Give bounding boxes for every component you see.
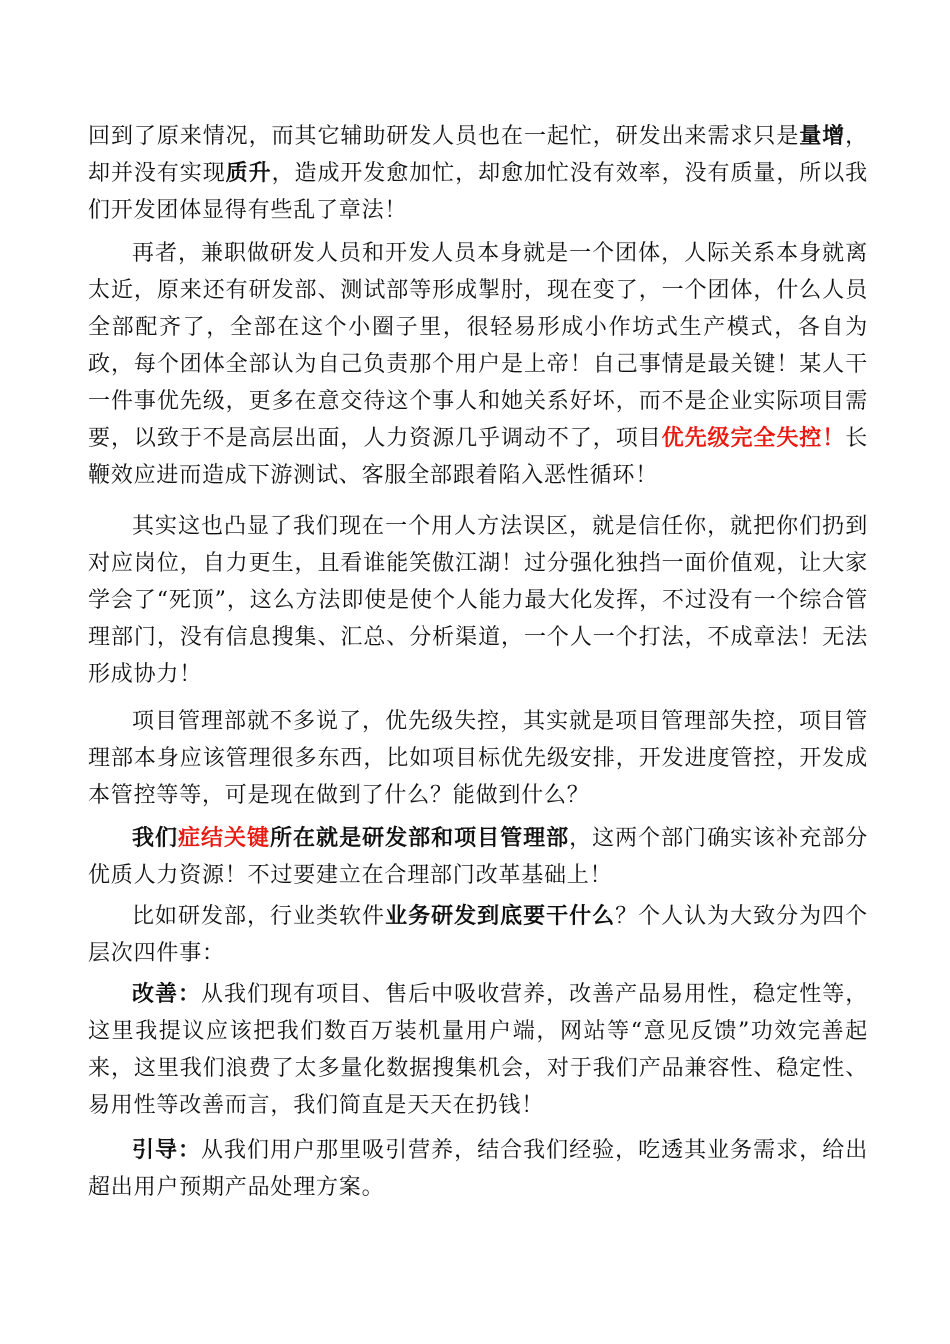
paragraph-2 — [88, 235, 868, 494]
p3-text: 其实这也凸显了我们现在一个用人方法误区，就是信任你，就把你们扔到对应岗位，自力更生，且看谁能笑傲江湖！过分强化独挡一面价值观，让大家学会了“死顶”，这么方法即使是使个人能力最大化发挥，不过没有一个综合管理部门，没有信息搜集、汇总、分析渠道，一个人一个打法，不成章法！无法形成协力！ — [88, 514, 868, 687]
p1-bold-quantity: 量增 — [799, 123, 846, 149]
p5-text-d: ，这两个部门确实该补充部分优质人力资源！不过要建立在合理部门改革基础上！ — [88, 826, 868, 888]
paragraph-8 — [88, 1132, 868, 1206]
p1-text-c: ，却并没有实现 — [88, 124, 868, 186]
p2-text-a: 再者，兼职做研发人员和开发人员本身就是一个团体，人际关系本身就离太近，原来还有研发部、测试部等形成掣肘，现在变了，一个团体，什么人员全部配齐了，全部在这个小圈子里，很轻易形成小作坊式生产模式，各自为政，每个团体全部认为自己负责那个用户是上帝！自己事情是最关键！某人干一件事优先级，更多在意交待这个事人和她关系好坏，而不是企业实际项目需要，以致于不是高层出面，人力资源几乎调动不了，项目 — [88, 241, 868, 451]
p7-heading-improve: 改善： — [132, 981, 202, 1007]
p7-text: 从我们现有项目、售后中吸收营养，改善产品易用性，稳定性等，这里我提议应该把我们数百万装机量用户端，网站等“意见反馈”功效完善起来，这里我们浪费了太多量化数据搜集机会，对于我们产品兼容性、稳定性、易用性等改善而言，我们简直是天天在扔钱！ — [88, 982, 869, 1118]
p1-text-e: ，造成开发愈加忙，却愈加忙没有效率，没有质量，所以我们开发团体显得有些乱了章法！ — [88, 161, 868, 223]
p8-text: 从我们用户那里吸引营养，结合我们经验，吃透其业务需求，给出超出用户预期产品处理方案。 — [88, 1138, 869, 1200]
paragraph-6 — [88, 898, 868, 972]
p1-text-a: 回到了原来情况，而其它辅助研发人员也在一起忙，研发出来需求只是 — [88, 124, 800, 149]
p2-red-priority: 优先级完全失控！ — [661, 425, 846, 451]
p1-bold-quality: 质升 — [225, 160, 272, 186]
paragraph-4 — [88, 703, 868, 814]
p5-red-crux: 症结关键 — [178, 825, 271, 851]
p8-heading-guide: 引导： — [132, 1137, 202, 1163]
p4-text: 项目管理部就不多说了，优先级失控，其实就是项目管理部失控，项目管理部本身应该管理很多东西，比如项目标优先级安排，开发进度管控，开发成本管控等等，可是现在做到了什么？能做到什么？ — [88, 709, 868, 808]
p6-text-c: ？个人认为大致分为四个层次四件事： — [88, 904, 868, 966]
paragraph-5 — [88, 820, 868, 894]
p6-text-a: 比如研发部，行业类软件 — [132, 904, 386, 929]
p2-text-c: 长鞭效应进而造成下游测试、客服全部跟着陷入恶性循环！ — [88, 426, 868, 488]
p5-bold-c: 所在就是研发部和项目管理部 — [270, 825, 570, 851]
paragraph-7 — [88, 976, 868, 1124]
paragraph-1 — [88, 118, 868, 229]
paragraph-3 — [88, 508, 868, 693]
p6-bold-b: 业务研发到底要干什么 — [385, 903, 616, 929]
p5-bold-a: 我们 — [132, 825, 179, 851]
